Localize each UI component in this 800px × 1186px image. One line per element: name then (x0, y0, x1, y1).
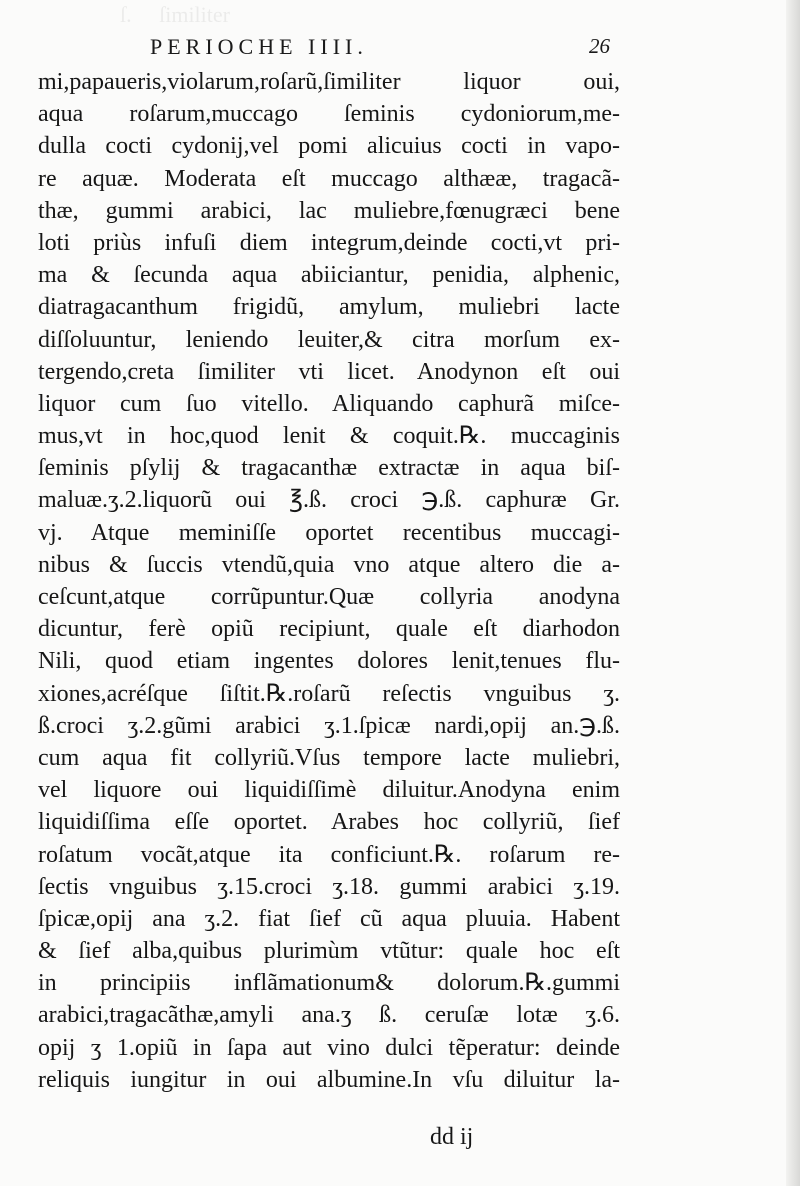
text-line: ma & ſecunda aqua abiiciantur, penidia, alphenic, (38, 262, 620, 289)
text-line: ſeminis pſylij & tragacanthæ extractæ in aqua biſ- (38, 455, 620, 482)
catchword-signature: dd ij (430, 1124, 474, 1150)
text-line: in principiis inflãmationum& dolorum.℞.gummi (38, 970, 620, 997)
text-line: ſpicæ,opij ana ʒ.2. fiat ſief cũ aqua pluuia. Habent (38, 905, 620, 932)
text-line: loti priùs infuſi diem integrum,deinde cocti,vt pri- (38, 229, 620, 256)
text-line: thæ, gummi arabici, lac muliebre,fœnugræci bene (38, 197, 620, 224)
page-header (150, 34, 610, 64)
text-line: aqua roſarum,muccago ſeminis cydoniorum,me- (38, 101, 620, 128)
text-line: liquidiſſima eſſe oportet. Arabes hoc collyriũ, ſief (38, 809, 620, 836)
text-line: tergendo,creta ſimiliter vti licet. Anodynon eſt oui (38, 358, 620, 385)
page-edge-shadow (786, 0, 800, 1186)
folio-number: 26 (589, 34, 610, 58)
text-line: ceſcunt,atque corrũpuntur.Quæ collyria anodyna (38, 584, 620, 610)
text-line: diſſoluuntur, leniendo leuiter,& citra morſum ex- (38, 326, 620, 353)
text-line: re aquæ. Moderata eſt muccago althææ, tragacã- (38, 165, 620, 192)
text-line: liquor cum ſuo vitello. Aliquando caphurã miſce- (38, 390, 620, 417)
running-head: PERIOCHE IIII. (150, 34, 368, 59)
text-line: opij ʒ 1.opiũ in ſapa aut vino dulci tẽperatur: deinde (38, 1034, 620, 1061)
text-line: ß.croci ʒ.2.gũmi arabici ʒ.1.ſpicæ nardi,opij an.℈.ß. (38, 712, 620, 739)
text-line: vj. Atque meminiſſe oportet recentibus muccagi- (38, 519, 620, 546)
text-line: roſatum vocãt,atque ita conficiunt.℞. roſarum re- (38, 841, 620, 868)
body-text (38, 66, 620, 1096)
text-line: xiones,acréſque ſiſtit.℞.roſarũ reſectis vnguibus ʒ. (38, 680, 620, 707)
text-line: arabici,tragacãthæ,amyli ana.ʒ ß. ceruſæ lotæ ʒ.6. (38, 1002, 620, 1029)
text-line: diatragacanthum frigidũ, amylum, muliebri lacte (38, 294, 620, 321)
text-line: reliquis iungitur in oui albumine.In vſu diluitur la- (38, 1066, 620, 1093)
bleed-through-text: ſ. ſimiliter (120, 2, 230, 27)
text-line: dicuntur, ferè opiũ recipiunt, quale eſt diarhodon (38, 616, 620, 643)
text-line: vel liquore oui liquidiſſimè diluitur.Anodyna enim (38, 777, 620, 804)
text-line: dulla cocti cydonij,vel pomi alicuius cocti in vapo- (38, 133, 620, 160)
text-line: & ſief alba,quibus plurimùm vtũtur: quale hoc eſt (38, 938, 620, 965)
text-line: cum aqua fit collyriũ.Vſus tempore lacte muliebri, (38, 744, 620, 771)
text-line: maluæ.ʒ.2.liquorũ oui ℥.ß. croci ℈.ß. caphuræ Gr. (38, 487, 620, 514)
text-line: ſectis vnguibus ʒ.15.croci ʒ.18. gummi arabici ʒ.19. (38, 873, 620, 900)
text-line: mi,papaueris,violarum,roſarũ,ſimiliter liquor oui, (38, 69, 620, 95)
text-line: nibus & ſuccis vtendũ,quia vno atque altero die a- (38, 551, 620, 578)
text-line: Nili, quod etiam ingentes dolores lenit,tenues flu- (38, 648, 620, 675)
text-line: mus,vt in hoc,quod lenit & coquit.℞. muccaginis (38, 423, 620, 450)
